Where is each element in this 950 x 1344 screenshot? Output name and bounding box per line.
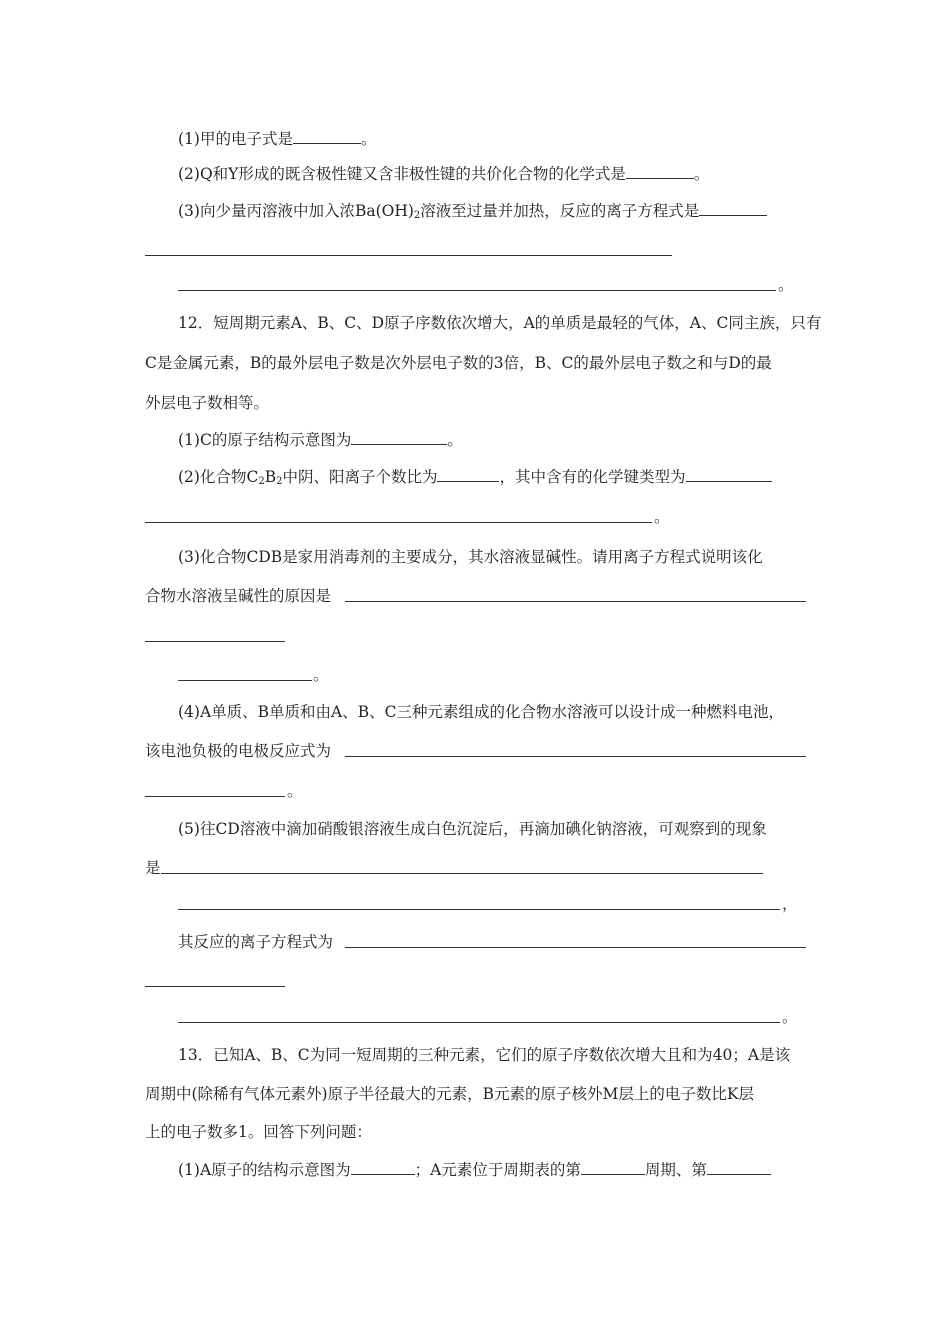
period: 。 [782, 1008, 798, 1026]
answer-line[interactable] [161, 873, 763, 874]
answer-line[interactable] [178, 290, 776, 291]
q12-part5-line3: 其反应的离子方程式为 [178, 933, 334, 951]
q11-part3: (3)向少量丙溶液中加入浓$Ba(OH)_2$溶液至过量并加热，反应的离子方程式是 [178, 201, 767, 226]
period: 。 [313, 666, 329, 684]
answer-blank[interactable] [351, 1160, 415, 1175]
answer-blank[interactable] [626, 164, 694, 179]
answer-line[interactable] [145, 522, 652, 523]
q12-part4-line2: 该电池负极的电极反应式为 [145, 742, 332, 760]
answer-blank[interactable] [699, 201, 767, 216]
answer-blank[interactable] [686, 467, 772, 482]
q12-part1: (1)C的原子结构示意图为 。 [178, 431, 463, 449]
answer-line[interactable] [178, 909, 780, 910]
q12-stem-line3: 外层电子数相等。 [145, 394, 270, 412]
answer-blank[interactable] [581, 1160, 645, 1175]
q13-stem-line1: 13．已知A、B、C为同一短周期的三种元素，它们的原子序数依次增大且和为40；A是该 [178, 1046, 791, 1064]
answer-blank[interactable] [437, 467, 499, 482]
q12-part2: (2)化合物$C_2B_2$中阴、阳离子个数比为 ，其中含有的化学键类型为 [178, 467, 772, 492]
period: 。 [778, 276, 794, 294]
q13-stem-line3: 上的电子数多1。回答下列问题： [145, 1123, 372, 1141]
q11-part2: (2)Q和Y形成的既含极性键又含非极性键的共价化合物的化学式是 。 [178, 165, 710, 183]
q12-part3-line2: 合物水溶液呈碱性的原因是 [145, 587, 332, 605]
answer-line[interactable] [178, 1022, 780, 1023]
period: 。 [654, 508, 670, 526]
q13-part1: (1)A原子的结构示意图为 ；A元素位于周期表的第 周期、第 [178, 1160, 771, 1180]
q12-stem-line1: 12．短周期元素A、B、C、D原子序数依次增大，A的单质是最轻的气体，A、C同主族，只有 [178, 314, 822, 332]
answer-line[interactable] [345, 756, 806, 757]
answer-line[interactable] [145, 986, 285, 987]
answer-line[interactable] [178, 680, 312, 681]
answer-line[interactable] [145, 641, 285, 642]
answer-line[interactable] [145, 796, 285, 797]
comma: ， [782, 895, 798, 913]
q12-stem-line2: C是金属元素，B的最外层电子数是次外层电子数的3倍，B、C的最外层电子数之和与D的最 [145, 354, 772, 372]
q11-part1: (1)甲的电子式是 。 [178, 130, 377, 148]
answer-blank[interactable] [293, 129, 361, 144]
q12-part5-line2: 是 [145, 859, 161, 877]
q12-part5-line1: (5)往CD溶液中滴加硝酸银溶液生成白色沉淀后，再滴加碘化钠溶液，可观察到的现象 [178, 820, 767, 838]
answer-line[interactable] [145, 255, 672, 256]
q12-part4-line1: (4)A单质、B单质和由A、B、C三种元素组成的化合物水溶液可以设计成一种燃料电池， [178, 703, 784, 721]
answer-line[interactable] [345, 947, 806, 948]
answer-blank[interactable] [707, 1160, 771, 1175]
answer-line[interactable] [345, 601, 806, 602]
answer-blank[interactable] [351, 430, 447, 445]
q13-stem-line2: 周期中(除稀有气体元素外)原子半径最大的元素，B元素的原子核外M层上的电子数比K层 [145, 1085, 754, 1103]
period: 。 [287, 782, 303, 800]
q12-part3-line1: (3)化合物CDB是家用消毒剂的主要成分，其水溶液显碱性。请用离子方程式说明该化 [178, 548, 763, 566]
